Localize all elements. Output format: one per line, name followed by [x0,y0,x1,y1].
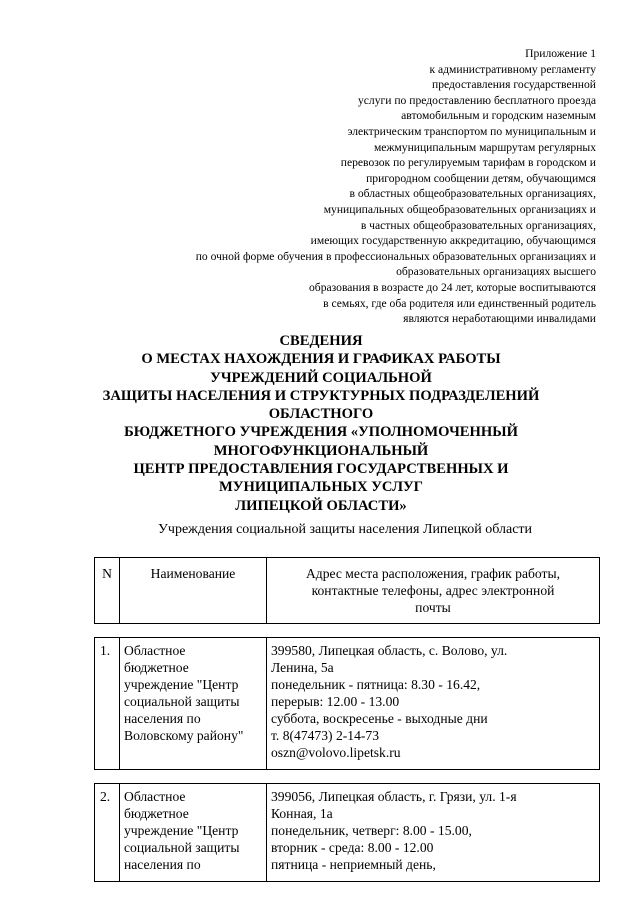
row-name [120,784,267,882]
appendix-line: предоставления государственной [432,78,596,92]
title-line: ЦЕНТР ПРЕДОСТАВЛЕНИЯ ГОСУДАРСТВЕННЫХ И [133,461,509,478]
table-row [95,784,600,882]
name-line: бюджетное [124,806,189,821]
appendix-line: муниципальных общеобразовательных организациях и [323,202,596,216]
address-line: перерыв: 12.00 - 13.00 [271,694,400,709]
name-line: населения по [124,711,201,726]
title-line: МУНИЦИПАЛЬНЫХ УСЛУГ [219,479,423,496]
name-line: населения по [124,857,201,872]
row-number: 1. [95,638,120,770]
name-line: социальной защиты [124,840,240,855]
table-header-row [95,558,600,624]
name-line: Воловскому району" [124,728,244,743]
appendix-line: межмуниципальным маршрутам регулярных [373,140,596,154]
row-address [267,784,600,882]
title-line: ОБЛАСТНОГО [268,406,374,423]
row-number: 2. [95,784,120,882]
title-line: ЗАЩИТЫ НАСЕЛЕНИЯ И СТРУКТУРНЫХ ПОДРАЗДЕЛЕНИЙ [102,387,540,404]
row-name [120,638,267,770]
name-line: учреждение "Центр [124,677,239,692]
address-line: т. 8(47473) 2-14-73 [271,728,379,743]
header-name: Наименование [120,558,267,624]
appendix-line: пригородном сообщении детям, обучающимся [366,171,596,185]
header-address-line: контактные телефоны, адрес электронной [311,583,555,598]
appendix-line: услуги по предоставлению бесплатного проезда [357,93,596,107]
name-line: бюджетное [124,660,189,675]
address-line: Конная, 1а [271,806,333,821]
name-line: Областное [124,789,186,804]
appendix-line: к административному регламенту [429,62,596,76]
appendix-line: в областных общеобразовательных организациях, [349,187,596,201]
address-line: 399056, Липецкая область, г. Грязи, ул. 1-я [271,789,517,804]
document-title [96,332,546,515]
address-line: 399580, Липецкая область, с. Волово, ул. [271,643,508,658]
address-line: Ленина, 5а [271,660,334,675]
appendix-line: в семьях, где оба родителя или единственный родитель [323,296,596,310]
title-line: МНОГОФУНКЦИОНАЛЬНЫЙ [213,442,429,459]
header-number: N [95,558,120,624]
header-address-line: Адрес места расположения, график работы, [305,566,561,581]
name-line: учреждение "Центр [124,823,239,838]
table-spacer [95,770,600,784]
appendix-line: являются неработающими инвалидами [403,312,596,326]
name-line: Областное [124,643,186,658]
title-line: СВЕДЕНИЯ [279,333,363,349]
address-line: понедельник, четверг: 8.00 - 15.00, [271,823,472,838]
appendix-line: электрическим транспортом по муниципальным и [347,124,596,138]
institutions-table [94,557,600,882]
table-spacer [95,624,600,638]
title-line: УЧРЕЖДЕНИЙ СОЦИАЛЬНОЙ [210,369,432,386]
header-address-line: почты [415,600,451,615]
appendix-line: по очной форме обучения в профессиональных образовательных организациях и [195,249,596,263]
row-address [267,638,600,770]
name-line: социальной защиты [124,694,240,709]
appendix-line: образовательных организациях высшего [396,265,596,279]
table-row [95,638,600,770]
email-link[interactable]: oszn@volovo.lipetsk.ru [271,745,401,760]
title-line: ЛИПЕЦКОЙ ОБЛАСТИ» [235,497,407,514]
appendix-line: перевозок по регулируемым тарифам в городском и [340,156,596,170]
address-line: понедельник - пятница: 8.30 - 16.42, [271,677,481,692]
appendix-note [76,46,596,327]
table-caption: Учреждения социальной защиты населения Липецкой области [157,522,533,537]
address-line: пятница - неприемный день, [271,857,436,872]
appendix-line: в частных общеобразовательных организациях, [360,218,596,232]
appendix-line: имеющих государственную аккредитацию, обучающимся [310,234,596,248]
address-line: суббота, воскресенье - выходные дни [271,711,488,726]
appendix-line: Приложение 1 [525,47,596,60]
appendix-line: образования в возрасте до 24 лет, которые воспитываются [309,280,596,294]
title-line: О МЕСТАХ НАХОЖДЕНИЯ И ГРАФИКАХ РАБОТЫ [141,351,501,368]
title-line: БЮДЖЕТНОГО УЧРЕЖДЕНИЯ «УПОЛНОМОЧЕННЫЙ [124,424,518,441]
appendix-line: автомобильным и городским наземным [401,109,596,123]
address-line: вторник - среда: 8.00 - 12.00 [271,840,434,855]
header-address [267,558,600,624]
